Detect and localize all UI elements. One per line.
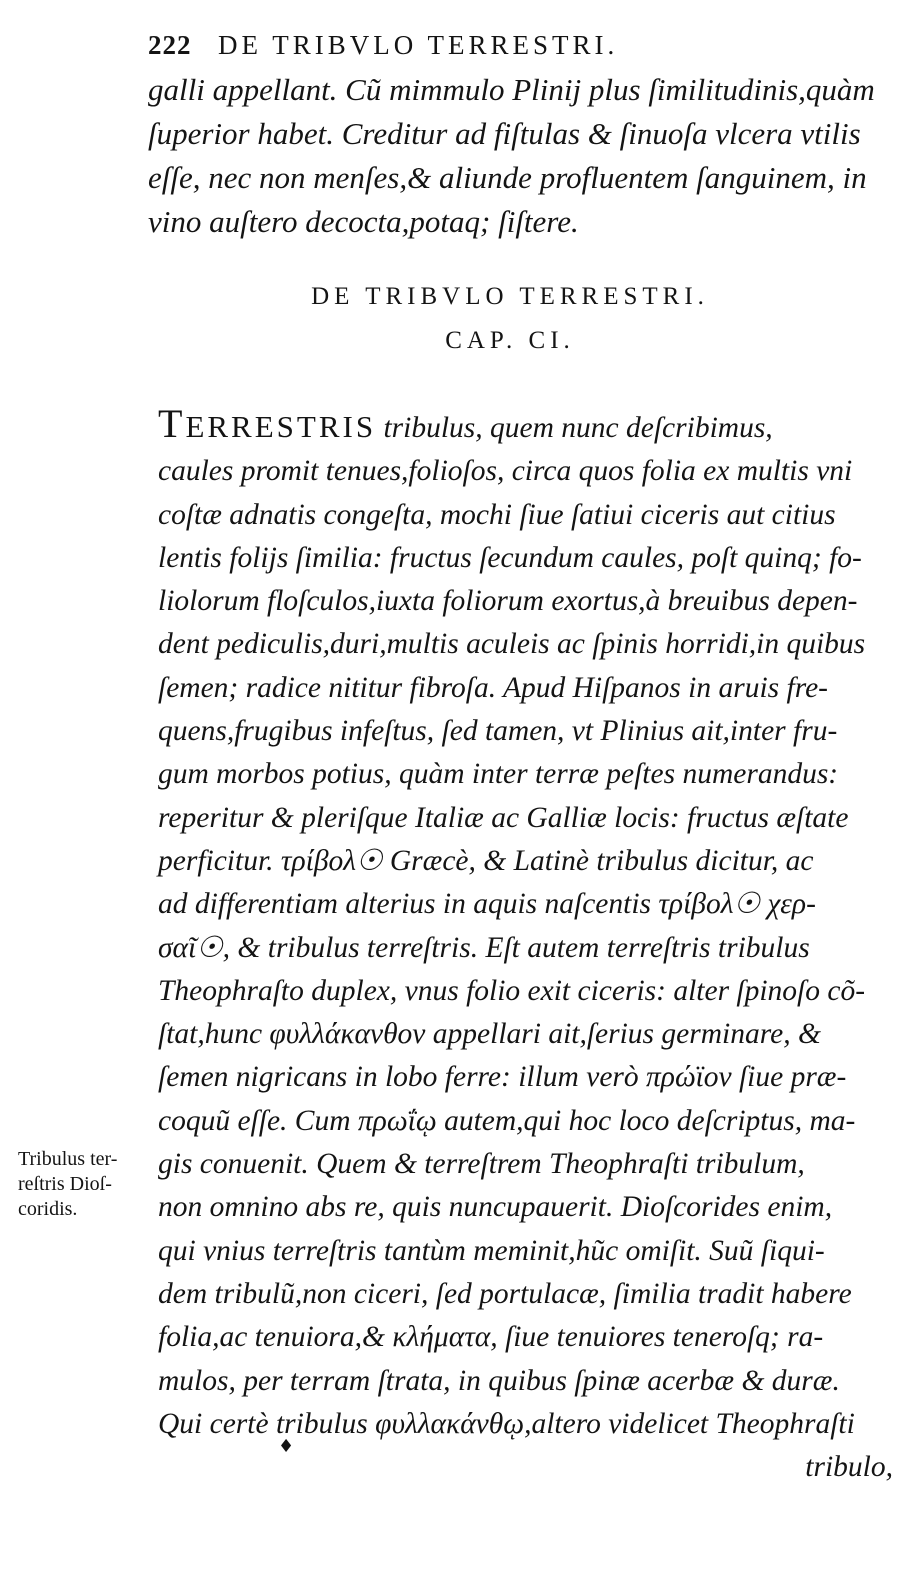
text-line: non omnino abs re, quis nuncupauerit. Dioſcorides enim, bbox=[158, 1191, 833, 1224]
main-paragraph bbox=[158, 402, 893, 1489]
text-line: ad differentiam alterius in aquis naſcentis τρίβολ☉ χερ- bbox=[158, 888, 816, 921]
margin-note-line: reſtris Dioſ- bbox=[18, 1173, 112, 1195]
text-line: Qui certè tribulus φυλλακάνθῳ,altero videlicet Theophraſti bbox=[158, 1407, 855, 1440]
text-line: reperitur & pleriſque Italiæ ac Galliæ locis: fructus æſtate bbox=[158, 801, 849, 834]
chapter-title: DE TRIBVLO TERRESTRI. bbox=[311, 283, 709, 310]
text-line: coquũ eſſe. Cum πρωΐῳ autem,qui hoc loco deſcriptus, ma- bbox=[158, 1104, 856, 1137]
first-line-text: tribulus, quem nunc deſcribimus, bbox=[383, 412, 773, 444]
text-line: gis conuenit. Quem & terreſtrem Theophraſti tribulum, bbox=[158, 1148, 805, 1181]
text-line: perficitur. τρίβολ☉ Græcè, & Latinè tribulus dicitur, ac bbox=[158, 844, 814, 877]
text-line: dem tribulũ,non ciceri, ſed portulacæ, ſimilia tradit habere bbox=[158, 1277, 852, 1310]
margin-note bbox=[18, 1147, 153, 1222]
text-line: coſtæ adnatis congeſta, mochi ſiue ſatiui ciceris aut citius bbox=[158, 498, 836, 531]
text-line: eſſe, nec non menſes,& aliunde profluentem ſanguinem, in bbox=[148, 160, 867, 195]
text-line: liolorum floſculos,iuxta foliorum exortus,à breuibus depen- bbox=[158, 585, 858, 618]
ornament-icon: ♦ bbox=[278, 1436, 295, 1457]
text-line: caules promit tenues,folioſos, circa quos folia ex multis vni bbox=[158, 455, 853, 488]
text-line: lentis folijs ſimilia: fructus ſecundum caules, poſt quinq; fo- bbox=[158, 541, 862, 574]
chapter-number: CAP. CI. bbox=[445, 327, 575, 354]
running-head-title: DE TRIBVLO TERRESTRI. bbox=[218, 30, 619, 60]
text-line: ſemen nigricans in lobo ferre: illum verò πρώϊον ſiue præ- bbox=[158, 1061, 847, 1094]
text-line: qui vnius terreſtris tantùm meminit,hũc omiſit. Suũ ſiqui- bbox=[158, 1234, 825, 1267]
text-line: ſtat,hunc φυλλάκανθον appellari ait,ſerius germinare, & bbox=[158, 1018, 821, 1051]
running-head bbox=[148, 30, 788, 61]
margin-note-line: coridis. bbox=[18, 1198, 78, 1220]
margin-note-line: Tribulus ter- bbox=[18, 1148, 118, 1170]
text-line: ſemen; radice nititur fibroſa. Apud Hiſpanos in aruis fre- bbox=[158, 671, 829, 704]
text-line: vino auſtero decocta,potaq; ſiſtere. bbox=[148, 204, 579, 239]
page-number: 222 bbox=[148, 30, 192, 60]
catchword: tribulo, bbox=[805, 1451, 893, 1484]
text-line: dent pediculis,duri,multis aculeis ac ſpinis horridi,in quibus bbox=[158, 628, 866, 661]
text-line: ſuperior habet. Creditur ad fiſtulas & ſinuoſa vlcera vtilis bbox=[148, 116, 861, 151]
text-line: quens,frugibus infeſtus, ſed tamen, vt Plinius ait,inter fru- bbox=[158, 715, 838, 748]
text-line: folia,ac tenuiora,& κλήματα, ſiue tenuiores teneroſq; ra- bbox=[158, 1321, 824, 1354]
text-line: mulos, per terram ſtrata, in quibus ſpinæ acerbæ & duræ. bbox=[158, 1364, 840, 1397]
text-line: Theophraſto duplex, vnus folio exit ciceris: alter ſpinoſo cõ- bbox=[158, 974, 866, 1007]
text-line bbox=[158, 402, 893, 450]
text-line: gum morbos potius, quàm inter terræ peſtes numerandus: bbox=[158, 758, 839, 791]
text-line: galli appellant. Cũ mimmulo Plinij plus ſimilitudinis,quàm bbox=[148, 72, 875, 107]
previous-paragraph bbox=[148, 68, 888, 244]
dropcap-word: TERRESTRIS bbox=[158, 401, 377, 446]
text-line: σαῖ☉, & tribulus terreſtris. Eſt autem terreſtris tribulus bbox=[158, 931, 810, 964]
